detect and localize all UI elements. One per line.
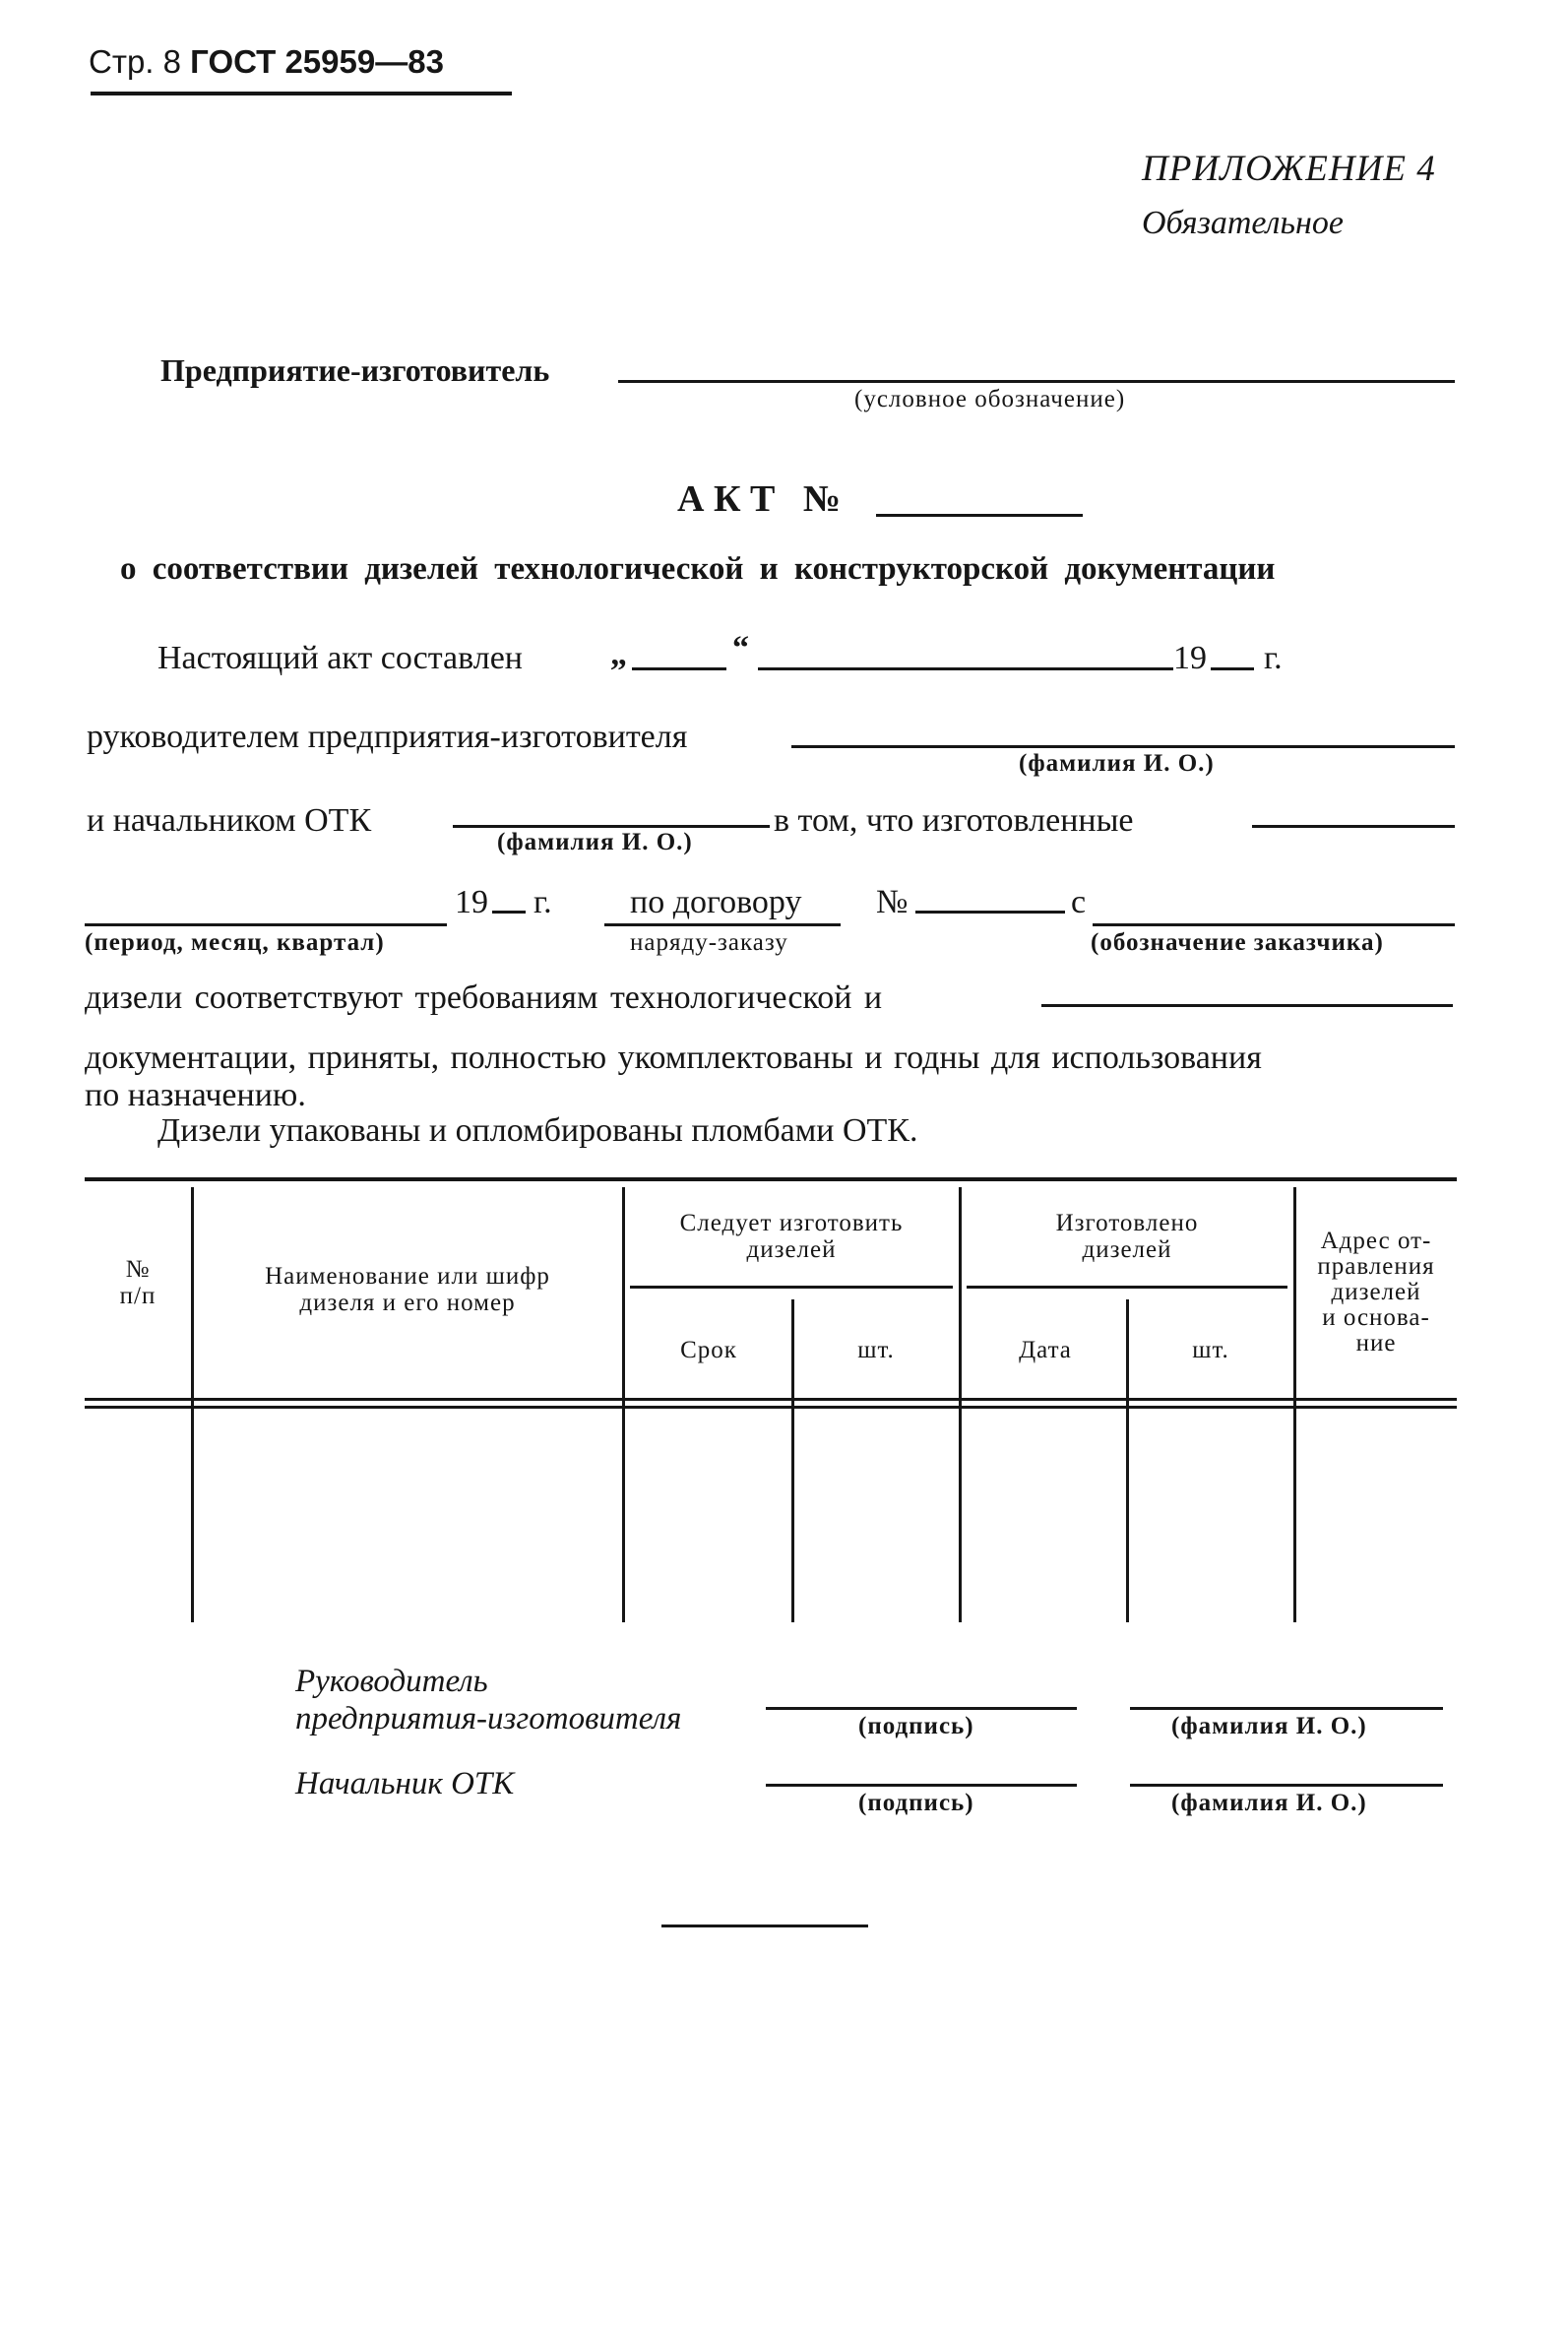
manufacturer-hint: (условное обозначение)	[854, 386, 1126, 412]
manufacturer-label: Предприятие-изготовитель	[160, 352, 550, 388]
header-plan: Следует изготовить дизелей	[679, 1210, 904, 1263]
gost-number: ГОСТ 25959—83	[190, 43, 444, 80]
head-sign-label-2: предприятия-изготовителя	[295, 1701, 682, 1736]
contract-no-sign: №	[876, 884, 909, 920]
table-header-double-2	[85, 1406, 1457, 1409]
table-body-vline-6	[1293, 1410, 1296, 1622]
act-subtitle: о соответствии дизелей технологической и конструкторской документации	[120, 551, 1276, 587]
header-made-qty: шт.	[1192, 1337, 1229, 1363]
body-line3-text: и начальником ОТК	[87, 802, 372, 839]
head-name-sign-line[interactable]	[1130, 1707, 1443, 1710]
header-plan-qty: шт.	[857, 1337, 895, 1363]
act-title: А К Т №	[677, 478, 842, 520]
body-line5-text: дизели соответствуют требованиям технологической и	[85, 979, 883, 1016]
head-sign-label-1: Руководитель	[295, 1664, 488, 1699]
contract-label: по договору	[630, 884, 802, 920]
quote-open: „	[610, 636, 627, 672]
customer-line[interactable]	[1093, 923, 1455, 926]
end-rule	[661, 1925, 868, 1927]
header-plan-term: Срок	[680, 1337, 737, 1363]
otk-name-sign-hint: (фамилия И. О.)	[1171, 1790, 1367, 1816]
contract-number-line[interactable]	[915, 911, 1065, 914]
otk-sign-label: Начальник ОТК	[295, 1766, 515, 1801]
table-subheader-line-left	[630, 1286, 953, 1289]
period-hint: (период, месяц, квартал)	[85, 929, 385, 956]
year-prefix-2: 19	[455, 884, 488, 920]
order-hint: наряду-заказу	[630, 929, 788, 956]
product-line[interactable]	[1252, 825, 1455, 828]
head-name-hint: (фамилия И. О.)	[1019, 750, 1215, 777]
head-name-sign-hint: (фамилия И. О.)	[1171, 1713, 1367, 1739]
appendix-title: ПРИЛОЖЕНИЕ 4	[1142, 149, 1436, 189]
body-line7-text: по назначению.	[85, 1077, 306, 1113]
appendix-subtitle: Обязательное	[1142, 205, 1344, 241]
table-body-vline-3	[791, 1410, 794, 1622]
act-number-line[interactable]	[876, 514, 1083, 517]
table-body-vline-5	[1126, 1410, 1129, 1622]
page-number: Стр. 8	[89, 43, 181, 80]
header-name: Наименование или шифр дизеля и его номер	[265, 1263, 550, 1316]
table-subheader-line-right	[967, 1286, 1287, 1289]
header-address: Адрес от- правления дизелей и основа- ние	[1317, 1228, 1435, 1357]
customer-hint: (обозначение заказчика)	[1091, 929, 1384, 956]
header-made-date: Дата	[1019, 1337, 1072, 1363]
day-line[interactable]	[632, 667, 726, 670]
otk-name-sign-line[interactable]	[1130, 1784, 1443, 1787]
head-signature-line[interactable]	[766, 1707, 1077, 1710]
year-prefix-1: 19	[1173, 640, 1207, 676]
month-line[interactable]	[758, 667, 1173, 670]
header-no: № п/п	[119, 1256, 157, 1309]
otk-signature-line[interactable]	[766, 1784, 1077, 1787]
head-name-line[interactable]	[791, 745, 1455, 748]
body-line6-text: документации, приняты, полностью укомплектованы и годны для использования	[85, 1040, 1262, 1076]
contract-s: с	[1071, 884, 1087, 920]
year-suffix-1: г.	[1264, 640, 1283, 676]
year-line-2[interactable]	[492, 911, 526, 914]
body-line1-text: Настоящий акт составлен	[157, 640, 523, 676]
header-rule	[91, 92, 512, 95]
quote-close: “	[732, 630, 749, 666]
year-line-1[interactable]	[1211, 667, 1254, 670]
header-made: Изготовлено дизелей	[1055, 1210, 1199, 1263]
page-header	[89, 43, 444, 81]
table-header-double-1	[85, 1398, 1457, 1401]
table-body-vline-1	[191, 1410, 194, 1622]
year-suffix-2: г.	[533, 884, 552, 920]
otk-name-line[interactable]	[453, 825, 770, 828]
table-body-vline-4	[959, 1410, 962, 1622]
table-body-vline-2	[622, 1410, 625, 1622]
contract-underline	[604, 923, 841, 926]
body-line2-text: руководителем предприятия-изготовителя	[87, 719, 688, 755]
body-line3-text-b: в том, что изготовленные	[774, 802, 1134, 839]
design-doc-line[interactable]	[1041, 1004, 1453, 1007]
body-line8-text: Дизели упакованы и опломбированы пломбами ОТК.	[157, 1112, 918, 1149]
otk-name-hint: (фамилия И. О.)	[497, 829, 693, 855]
otk-signature-hint: (подпись)	[858, 1790, 974, 1816]
table-top-border	[85, 1177, 1457, 1181]
manufacturer-line[interactable]	[618, 380, 1455, 383]
head-signature-hint: (подпись)	[858, 1713, 974, 1739]
period-line[interactable]	[85, 923, 447, 926]
